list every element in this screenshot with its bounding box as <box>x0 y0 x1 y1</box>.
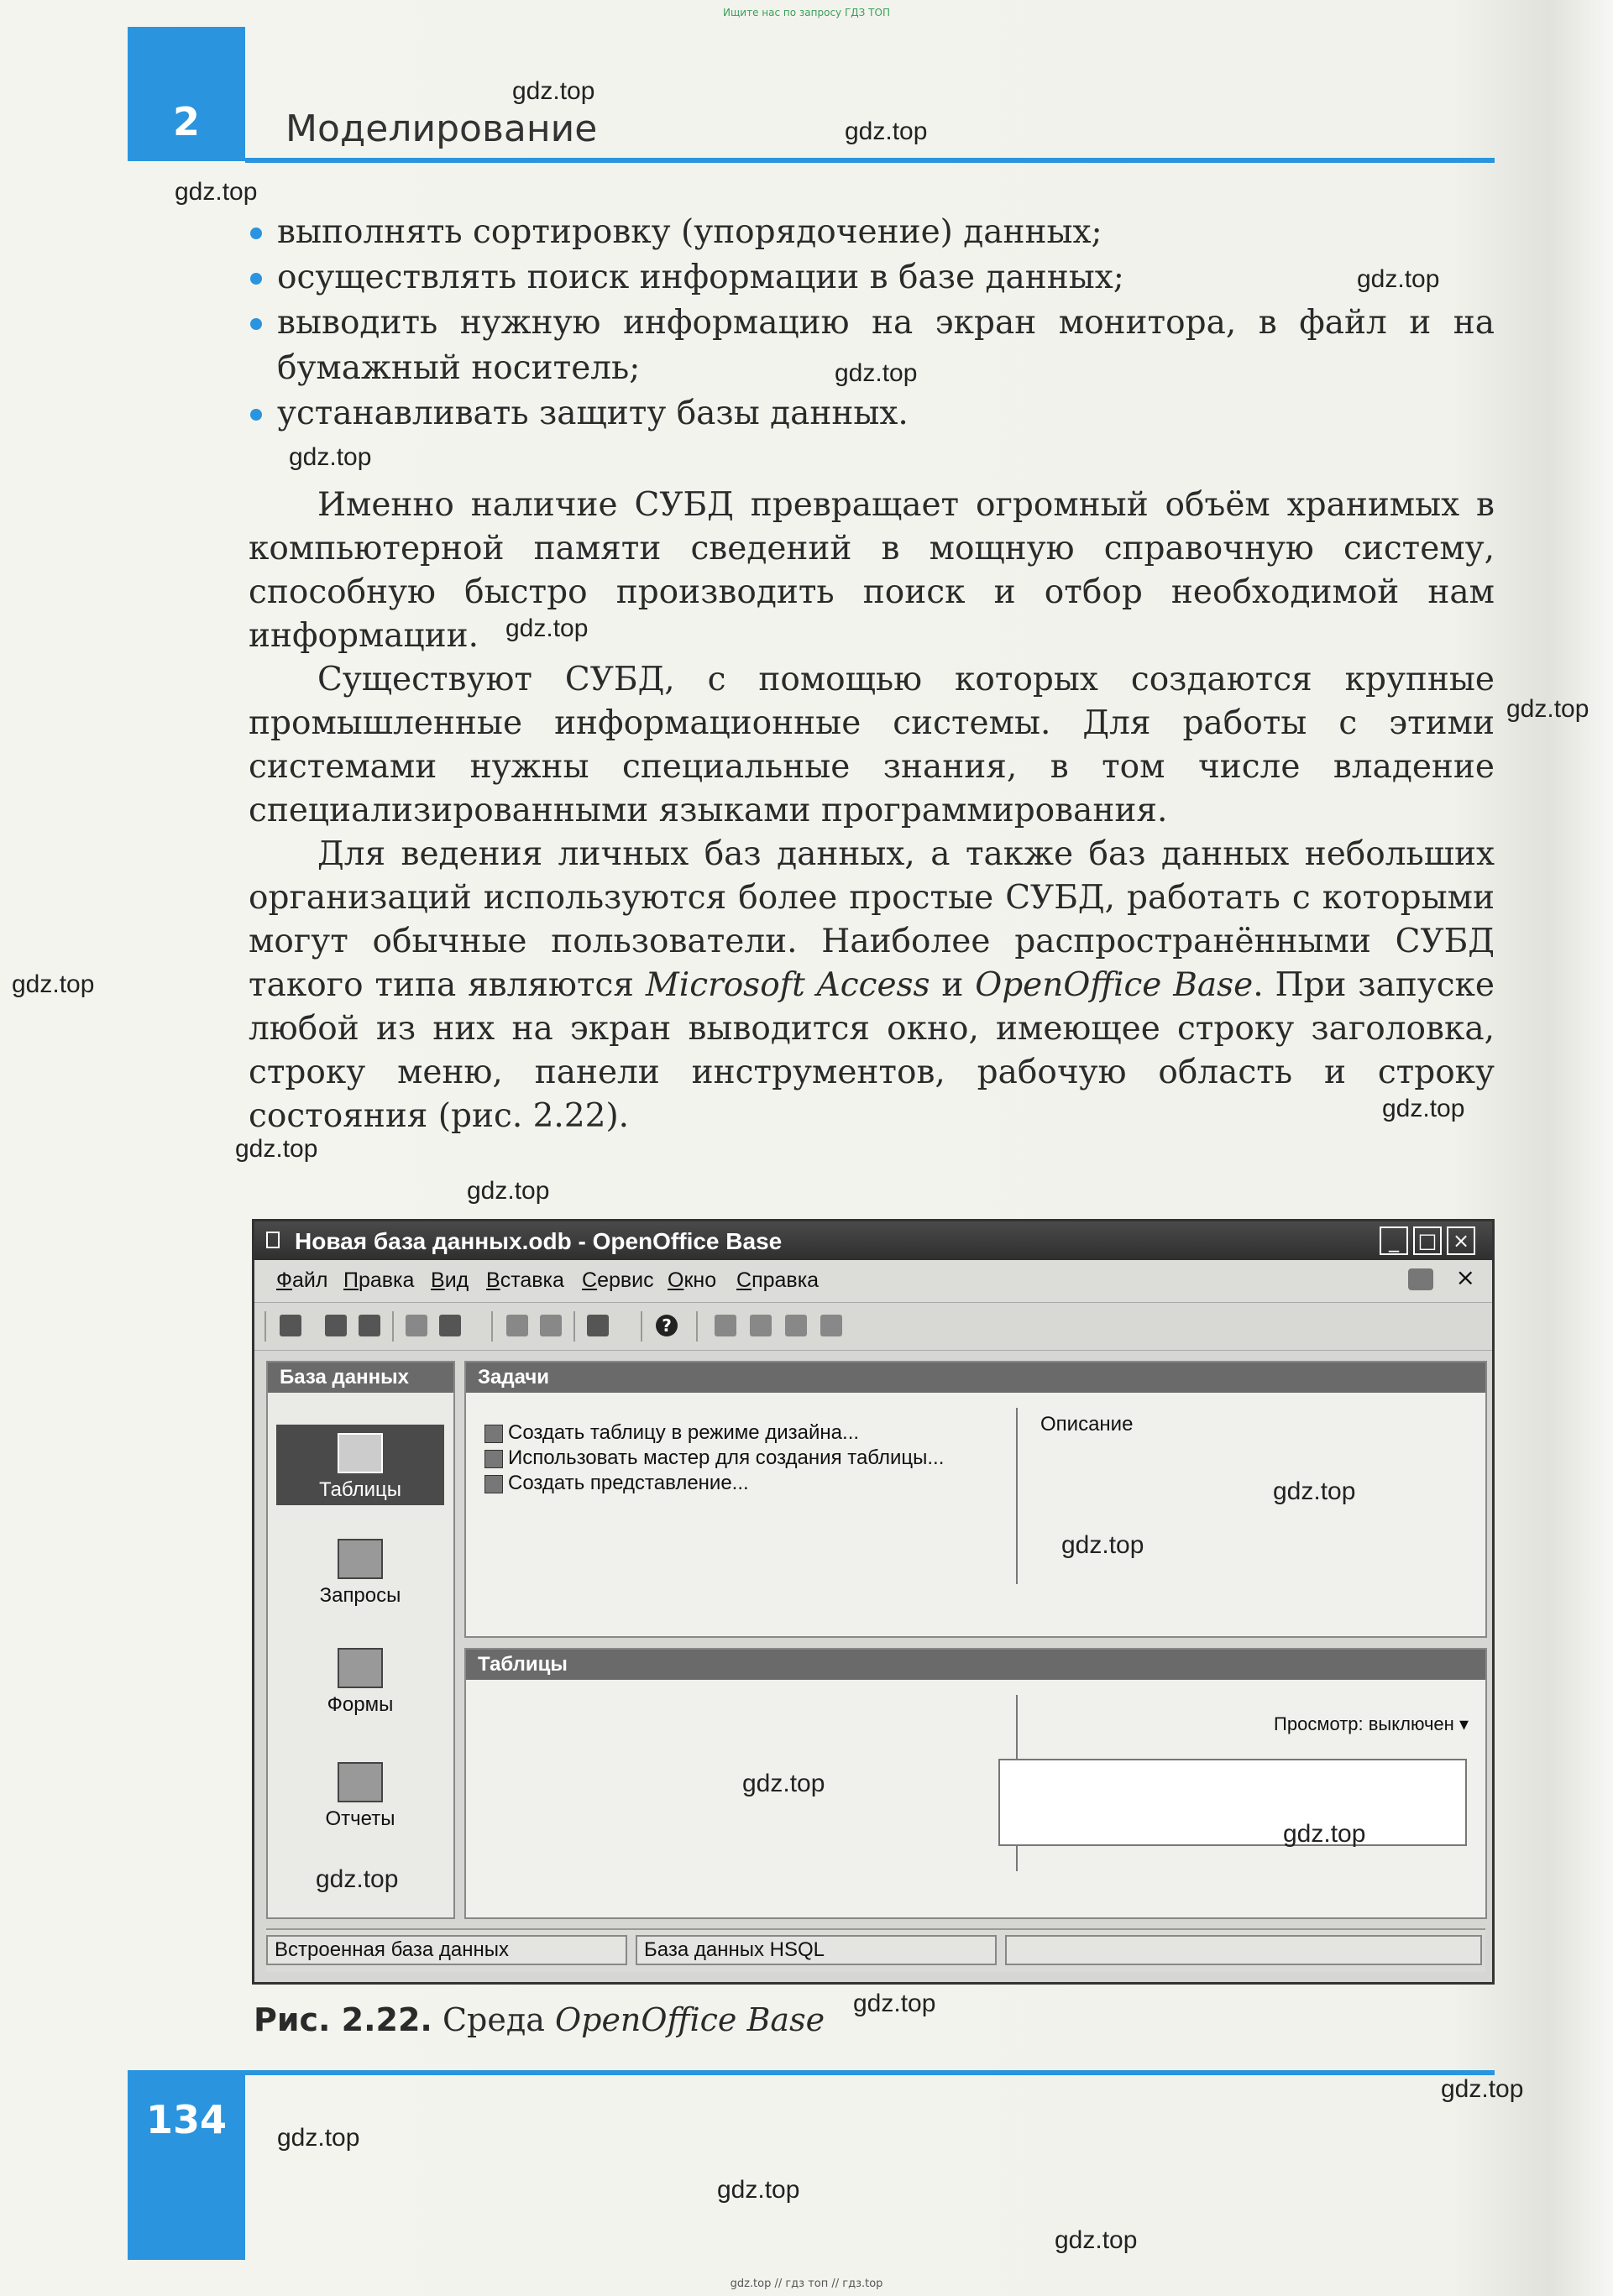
database-pane <box>266 1361 455 1919</box>
watermark: gdz.top <box>853 1990 936 2017</box>
queries-icon <box>338 1539 383 1579</box>
forms-icon <box>338 1648 383 1688</box>
watermark: gdz.top <box>467 1177 550 1205</box>
bullet-item: осуществлять поиск информации в базе данных; <box>277 255 1495 301</box>
title-bar <box>254 1221 1492 1260</box>
menu-file[interactable]: Файл <box>276 1268 328 1292</box>
watermark: gdz.top <box>835 359 918 387</box>
watermark: gdz.top <box>175 178 258 206</box>
watermark: gdz.top <box>316 1865 399 1893</box>
paragraph-3-and: и <box>930 966 976 1004</box>
status-embedded-db: Встроенная база данных <box>266 1935 627 1965</box>
status-hsql: База данных HSQL <box>636 1935 997 1965</box>
toolbar-separator <box>641 1311 642 1342</box>
nav-queries-label: Запросы <box>319 1584 401 1607</box>
save-icon[interactable] <box>359 1315 380 1336</box>
query-icon[interactable] <box>750 1315 772 1336</box>
paste-icon[interactable] <box>439 1315 461 1336</box>
watermark: gdz.top <box>512 77 595 105</box>
preview-label: Просмотр: выключен <box>1274 1713 1454 1734</box>
minimize-icon[interactable]: _ <box>1380 1226 1408 1255</box>
watermark: gdz.top <box>1357 265 1440 293</box>
watermark: gdz.top <box>717 2176 800 2204</box>
toolbar-grip <box>264 1311 266 1342</box>
form-icon[interactable] <box>587 1315 609 1336</box>
view-icon <box>484 1475 503 1493</box>
status-empty <box>1005 1935 1482 1965</box>
toolbar-separator <box>392 1311 394 1342</box>
toolbar <box>254 1302 1492 1351</box>
page-number: 134 <box>145 2097 228 2142</box>
watermark: gdz.top <box>235 1135 318 1163</box>
relation-icon[interactable] <box>820 1315 842 1336</box>
nav-tables-label: Таблицы <box>318 1478 401 1501</box>
figure-window <box>252 1219 1495 1985</box>
maximize-icon[interactable]: □ <box>1413 1226 1442 1255</box>
watermark: gdz.top <box>1382 1095 1465 1122</box>
footer-rule <box>128 2070 1495 2075</box>
caption-label: Рис. 2.22. <box>254 2001 432 2038</box>
nav-forms-label: Формы <box>327 1693 394 1716</box>
watermark: gdz.top <box>289 443 372 471</box>
tables-icon <box>338 1433 383 1473</box>
tables-pane <box>464 1648 1487 1919</box>
close-icon[interactable]: × <box>1447 1226 1475 1255</box>
status-bar <box>266 1928 1485 1972</box>
watermark: gdz.top <box>1441 2075 1524 2103</box>
bullet-list <box>277 210 1495 437</box>
copy-icon[interactable] <box>406 1315 427 1336</box>
close-document-icon[interactable]: × <box>1455 1263 1475 1291</box>
help-icon[interactable]: ? <box>656 1315 678 1336</box>
task-create-design[interactable] <box>508 1421 859 1445</box>
task-label: Создать представление... <box>508 1472 749 1494</box>
wizard-icon <box>484 1450 503 1468</box>
menu-bar <box>254 1260 1492 1302</box>
watermark: gdz.top <box>1506 695 1589 723</box>
extension-icon[interactable] <box>1408 1268 1433 1290</box>
open-icon[interactable] <box>325 1315 347 1336</box>
toolbar-separator <box>491 1311 493 1342</box>
new-icon[interactable] <box>280 1315 301 1336</box>
watermark: gdz.top <box>742 1770 825 1797</box>
paragraph-2: Существуют СУБД, с помощью которых создаются крупные промышленные информационные системы. Для работы с этими системами нужны специальные знания, в том числе владение специализированными языками программирования. <box>249 661 1495 829</box>
term-ms-access: Microsoft Access <box>645 966 930 1004</box>
tables-pane-header: Таблицы <box>466 1650 1485 1680</box>
tasks-pane-header: Задачи <box>466 1362 1485 1393</box>
table-design-icon <box>484 1425 503 1443</box>
task-create-view[interactable] <box>508 1472 749 1495</box>
watermark: gdz.top <box>1283 1820 1366 1848</box>
bottom-note: gdz.top // гдз топ // гдз.top <box>730 2278 883 2290</box>
paragraph-3 <box>249 833 1495 1138</box>
bullet-item: выводить нужную информацию на экран монитора, в файл и на бумажный носитель; <box>277 301 1495 391</box>
toolbar-separator <box>573 1311 575 1342</box>
sort-descending-icon[interactable] <box>540 1315 562 1336</box>
caption-text: Среда <box>432 2001 555 2038</box>
description-label: Описание <box>1040 1413 1134 1436</box>
menu-view[interactable]: Вид <box>431 1268 469 1292</box>
nav-tables[interactable] <box>276 1425 444 1505</box>
watermark: gdz.top <box>12 970 95 998</box>
watermark: gdz.top <box>505 615 589 642</box>
nav-forms[interactable] <box>276 1640 444 1717</box>
paragraph-3-part-a: Для ведения личных баз данных, а также баз данных небольших организаций используются более простые СУБД, работать с которыми могут обычные пользователи. Наиболее распространёнными СУБД такого типа являются <box>249 835 1495 1004</box>
chevron-down-icon: ▾ <box>1459 1713 1469 1734</box>
report-icon[interactable] <box>785 1315 807 1336</box>
task-label: Создать таблицу в режиме дизайна... <box>508 1421 860 1444</box>
watermark: gdz.top <box>1055 2226 1138 2254</box>
task-label: Использовать мастер для создания таблицы... <box>508 1446 945 1469</box>
bullet-item: выполнять сортировку (упорядочение) данных; <box>277 210 1495 255</box>
figure-caption <box>254 2001 825 2038</box>
menu-window[interactable]: Окно <box>668 1268 717 1292</box>
tasks-divider <box>1016 1408 1018 1584</box>
watermark: gdz.top <box>1273 1477 1356 1505</box>
menu-tools[interactable]: Сервис <box>582 1268 654 1292</box>
chapter-title: Моделирование <box>285 107 598 150</box>
app-icon <box>266 1232 280 1248</box>
nav-queries[interactable] <box>276 1530 444 1608</box>
menu-insert[interactable]: Вставка <box>486 1268 564 1292</box>
toolbar-separator <box>696 1311 698 1342</box>
header-rule <box>245 158 1495 163</box>
menu-edit[interactable]: Правка <box>343 1268 415 1292</box>
watermark: gdz.top <box>1061 1531 1144 1559</box>
table-icon[interactable] <box>715 1315 736 1336</box>
caption-term: OpenOffice Base <box>554 2001 825 2038</box>
preview-dropdown[interactable] <box>1274 1713 1469 1735</box>
nav-reports[interactable] <box>276 1754 444 1831</box>
paragraph-3-part-b: . При запуске любой из них на экран выводится окно, имеющее строку заголовка, строку меню, панели инструментов, рабочую область и строку состояния (рис. 2.22). <box>249 966 1495 1135</box>
menu-help[interactable]: Справка <box>736 1268 820 1292</box>
database-pane-header: База данных <box>268 1362 453 1393</box>
sort-ascending-icon[interactable] <box>506 1315 528 1336</box>
term-oo-base: OpenOffice Base <box>975 966 1254 1004</box>
task-wizard[interactable] <box>508 1446 944 1470</box>
chapter-number: 2 <box>172 99 200 144</box>
reports-icon <box>338 1762 383 1802</box>
watermark: gdz.top <box>277 2124 360 2152</box>
window-title: Новая база данных.odb - OpenOffice Base <box>295 1228 783 1254</box>
bullet-item: устанавливать защиту базы данных. <box>277 391 1495 437</box>
top-note: Ищите нас по запросу ГДЗ ТОП <box>723 7 890 18</box>
nav-reports-label: Отчеты <box>325 1807 395 1830</box>
watermark: gdz.top <box>845 118 928 145</box>
preview-area <box>998 1759 1467 1846</box>
paragraph-1: Именно наличие СУБД превращает огромный объём хранимых в компьютерной памяти сведений в мощную справочную систему, способную быстро производить поиск и отбор необходимой нам информации. <box>249 486 1495 655</box>
